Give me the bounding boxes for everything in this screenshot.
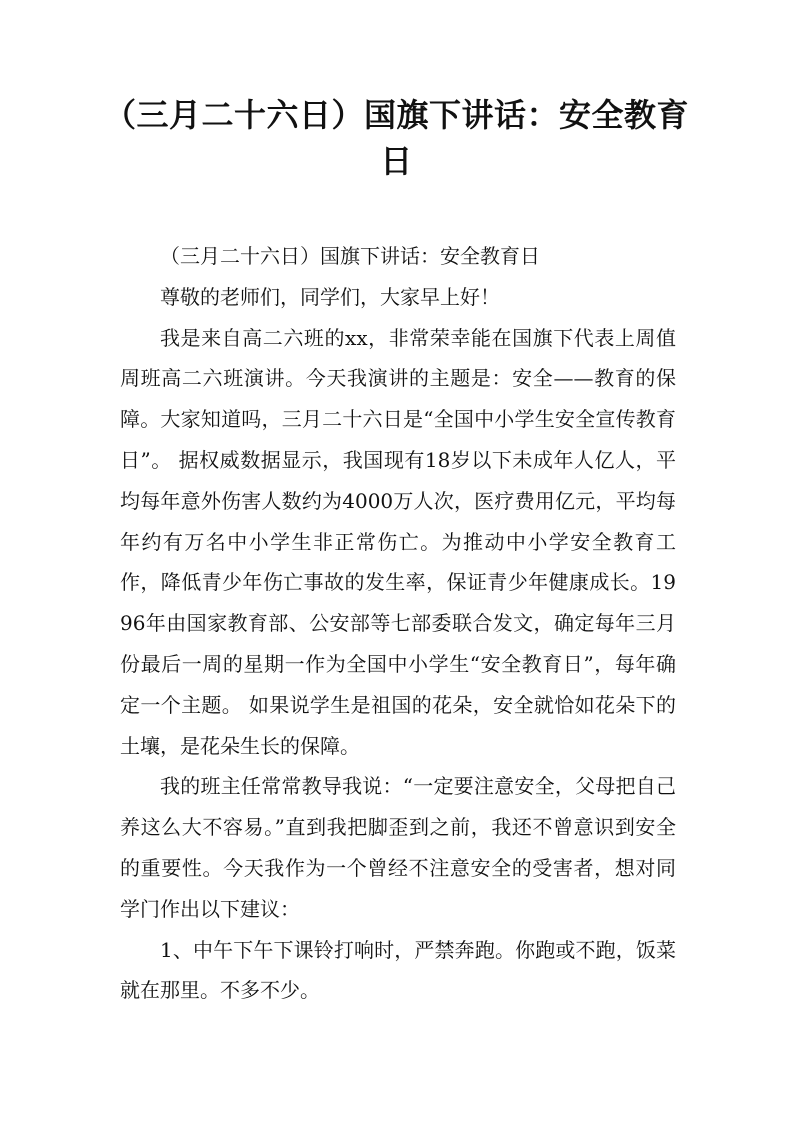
paragraph-subtitle: （三月二十六日）国旗下讲话：安全教育日 bbox=[160, 244, 540, 268]
document-title: （三月二十六日）国旗下讲话：安全教育日 bbox=[103, 96, 689, 180]
document-body bbox=[120, 236, 676, 1011]
paragraph-introduction: 我是来自高二六班的xx，非常荣幸能在国旗下代表上周值周班高二六班演讲。今天我演讲的主题是：安全——教育的保障。大家知道吗，三月二十六日是“全国中小学生安全宣传教育日”。 据权威数据显示，我国现有18岁以下未成年人亿人，平均每年意外伤害人数约为4000万人次，医疗费用亿元，平均每年约有万名中小学生非正常伤亡。为推动中小学安全教育工作，降低青少年伤亡事故的发生率，保证青少年健康成长。1996年由国家教育部、公安部等七部委联合发文，确定每年三月份最后一周的星期一作为全国中小学生“安全教育日”，每年确定一个主题。 如果说学生是祖国的花朵，安全就恰如花朵下的土壤，是花朵生长的保障。 bbox=[120, 325, 676, 758]
paragraph-greeting: 尊敬的老师们，同学们，大家早上好！ bbox=[160, 284, 500, 309]
paragraph-suggestion-1: 1、中午下午下课铃打响时，严禁奔跑。你跑或不跑，饭菜就在那里。不多不少。 bbox=[120, 937, 676, 1003]
paragraph-teacher-advice: 我的班主任常常教导我说：“一定要注意安全，父母把自己养这么大不容易。”直到我把脚歪到之前，我还不曾意识到安全的重要性。今天我作为一个曾经不注意安全的受害者，想对同学门作出以下建议： bbox=[120, 774, 676, 921]
